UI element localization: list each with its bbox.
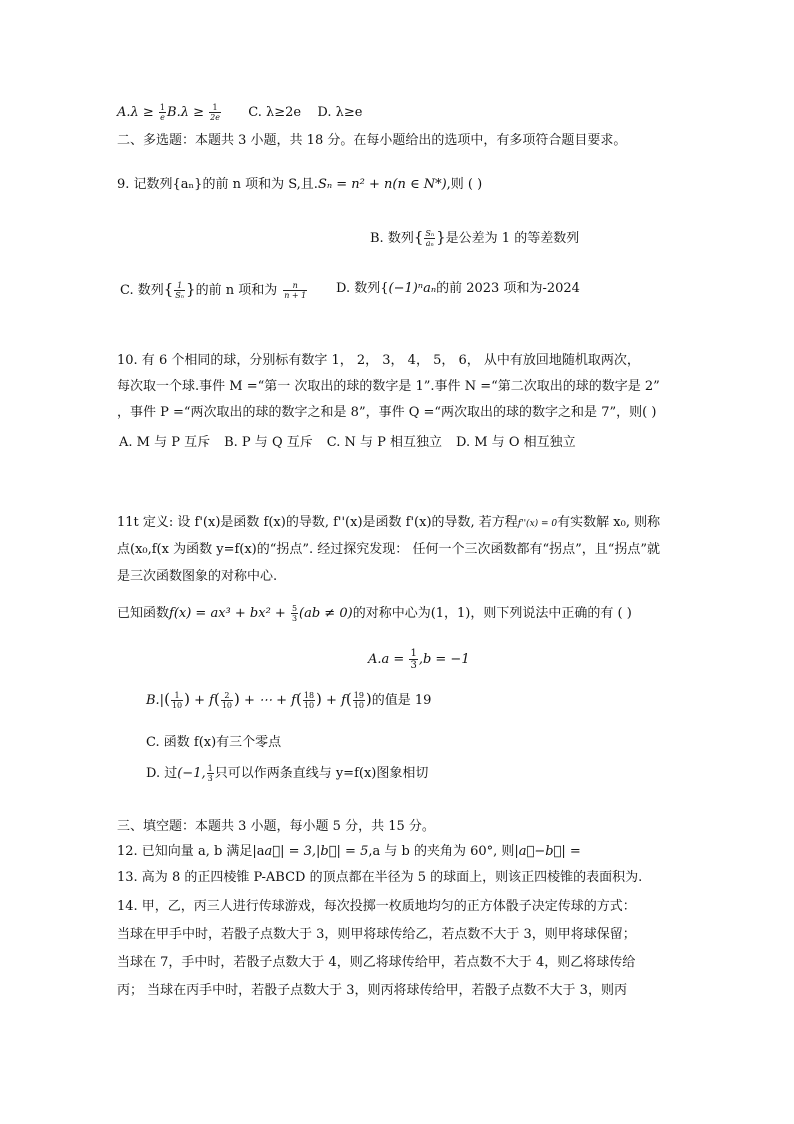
q8-option-b: B.λ ≥ (167, 105, 209, 120)
q11-line-4: 已知函数f(x) = ax³ + bx² + $\frac{5}{3}$ (ab ≠ 0)的对称中心为(1，1)，则下列说法中正确的有 ( ) (117, 604, 632, 623)
q14-line-3: 当球在 7，手中时，若骰子点数大于 4，则乙将球传给甲，若点数不大于 4，则乙将球传给 (117, 955, 636, 970)
q10-line-1: 10. 有 6 个相同的球，分别标有数字 1， 2， 3， 4， 5， 6， 从中有放回地随机取两次， (117, 353, 640, 368)
q14-line-4: 丙； 当球在丙手中时，若骰子点数大于 3，则丙将球传给甲，若骰子点数不大于 3，则丙 (117, 983, 627, 998)
q10-line-3: ，事件 P =“两次取出的球的数字之和是 8”，事件 Q =“两次取出的球的数字之和是 7”，则( ) (117, 405, 657, 420)
q14-line-2: 当球在甲手中时，若骰子点数大于 3，则甲将球传给乙，若点数不大于 3，则甲将球保留； (117, 927, 636, 942)
q8-option-d: D. λ≥e (317, 105, 363, 120)
q10-option-d: D. M 与 O 相互独立 (456, 435, 576, 450)
q11-option-d: D. 过(−1, $\frac{1}{3}$ 只可以作两条直线与 y=f(x)图象相切 (146, 764, 429, 783)
q10-options (119, 434, 576, 452)
q9-option-c: C. 数列{ $\frac{1}{\text{Sₙ}}$ }的前 n 项和为 $\frac{n}{n + 1}$ (120, 280, 307, 300)
q10-option-c: C. N 与 P 相互独立 (326, 435, 443, 450)
q14-line-1: 14. 甲，乙，丙三人进行传球游戏，每次投掷一枚质地均匀的正方体骰子决定传球的方式： (117, 899, 636, 914)
q10-option-b: B. P 与 Q 互斥 (224, 435, 313, 450)
q11-option-c: C. 函数 f(x)有三个零点 (146, 735, 282, 750)
section-3-heading: 三、填空题：本题共 3 小题，每小题 5 分，共 15 分。 (117, 819, 435, 834)
q10-option-a: A. M 与 P 互斥 (119, 435, 211, 450)
q11-line-2: 点(x₀,f(x 为函数 y=f(x)的“拐点”. 经过探究发现： 任何一个三次函数都有“拐点”，且“拐点”就 (117, 542, 661, 557)
q8-option-c: C. λ≥2e (248, 105, 302, 120)
q11-option-b: B.|( $\frac{1}{10}$ ) + f( $\frac{2}{10}$ ) + ⋯ + f( $\frac{18}{10}$ ) + f( $\frac{19}{10}$ )的值是 19 (146, 690, 432, 710)
q11-option-a: A.a = $\frac{1}{3}$ ,b = −1 (368, 648, 470, 671)
q9-option-b: B. 数列{ $\frac{\text{Sₙ}}{\text{aₙ}}$ }是公差为 1 的等差数列 (370, 228, 580, 248)
section-2-heading: 二、多选题：本题共 3 小题，共 18 分。在每小题给出的选项中，有多项符合题目要求。 (117, 133, 627, 148)
q8-option-a: A.λ ≥ (117, 105, 158, 120)
q10-line-2: 每次取一个球.事件 M =“第一 次取出的球的数字是 1”.事件 N =“第二次取出的球的数字是 2” (117, 379, 660, 394)
q12: 12. 已知向量 a, b 满足|aa⃗| = 3,|b⃗| = 5,a 与 b 的夹角为 60°, 则|a⃗−b⃗| = (117, 844, 581, 859)
q13: 13. 高为 8 的正四棱锥 P-ABCD 的顶点都在半径为 5 的球面上，则该正四棱锥的表面积为. (117, 870, 643, 885)
q11-line-3: 是三次函数图象的对称中心. (117, 569, 278, 584)
q9-stem: 9. 记数列{aₙ}的前 n 项和为 S,且.Sₙ = n² + n(n ∈ N*),则 ( ) (117, 177, 483, 192)
q9-option-d: D. 数列{(−1)ⁿaₙ的前 2023 项和为-2024 (336, 281, 580, 296)
q8-options: A.λ ≥ $\frac{1}{e}$ B.λ ≥ $\frac{1}{2e}$ C. λ≥2e D. λ≥e (117, 103, 363, 122)
q11-line-1: 11t 定义: 设 f'(x)是函数 f(x)的导数, f''(x)是函数 f'(x)的导数, 若方程f''(x) = 0有实数解 x₀, 则称 (117, 515, 661, 530)
